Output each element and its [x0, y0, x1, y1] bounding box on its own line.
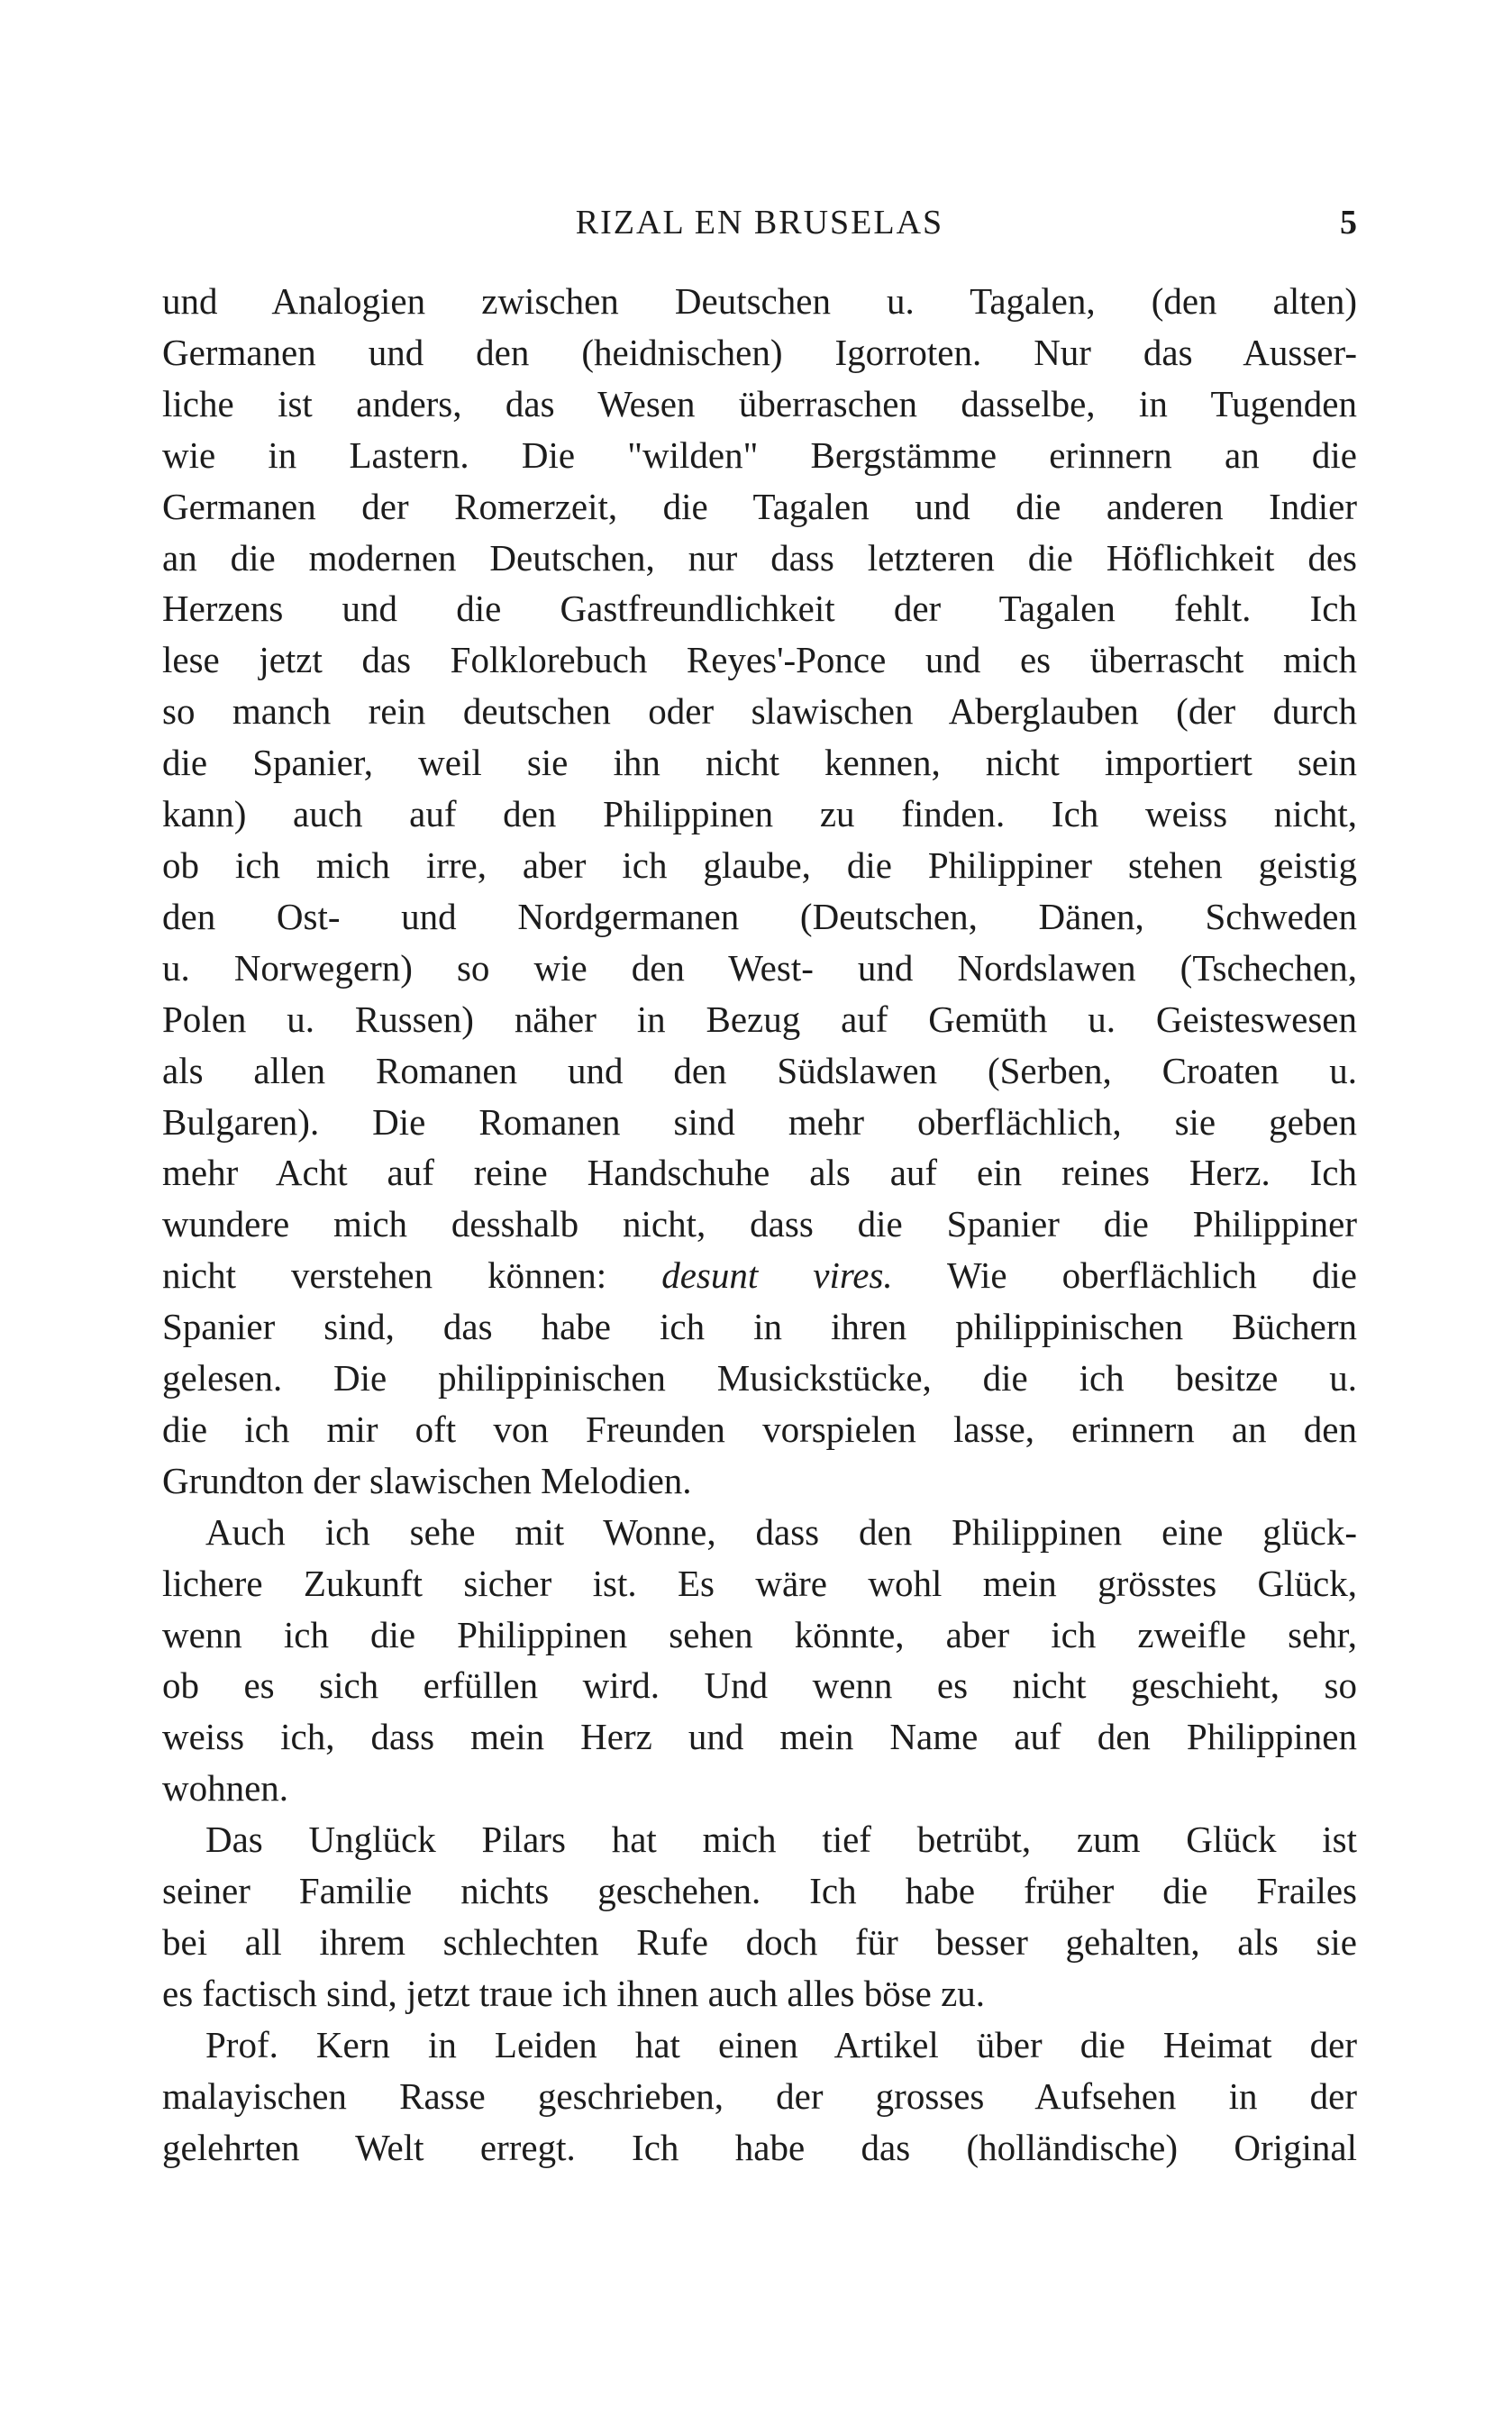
text-line: Bulgaren). Die Romanen sind mehr oberflächlich, sie geben — [162, 1100, 1357, 1143]
text-line: Das Unglück Pilars hat mich tief betrübt, zum Glück ist — [205, 1819, 1357, 1861]
text-line: wenn ich die Philippinen sehen könnte, aber ich zweifle sehr, — [162, 1613, 1357, 1655]
paragraph-4 — [162, 2019, 1357, 2174]
paragraph-1 — [162, 276, 1357, 1507]
page-header — [162, 200, 1357, 245]
text-line-with-italic — [162, 1250, 1357, 1301]
text-line: wundere mich desshalb nicht, dass die Spanier die Philippiner — [162, 1203, 1357, 1245]
text-line: Grundton der slawischen Melodien. — [162, 1459, 692, 1501]
text-line: gelehrten Welt erregt. Ich habe das (holländische) Original — [162, 2126, 1357, 2168]
text-line: u. Norwegern) so wie den West- und Nordslawen (Tschechen, — [162, 946, 1357, 989]
text-line: als allen Romanen und den Südslawen (Serben, Croaten u. — [162, 1049, 1357, 1091]
text-line: wohnen. — [162, 1767, 289, 1810]
text-line: bei all ihrem schlechten Rufe doch für besser gehalten, als sie — [162, 1921, 1357, 1963]
text-line: weiss ich, dass mein Herz und mein Name auf den Philippinen — [162, 1716, 1357, 1758]
text-line: ob ich mich irre, aber ich glaube, die Philippiner stehen geistig — [162, 843, 1357, 886]
text-line: und Analogien zwischen Deutschen u. Tagalen, (den alten) — [162, 280, 1357, 322]
text-line: Polen u. Russen) näher in Bezug auf Gemüth u. Geisteswesen — [162, 998, 1357, 1040]
paragraph-3 — [162, 1814, 1357, 2019]
text-line: die Spanier, weil sie ihn nicht kennen, nicht importiert sein — [162, 742, 1357, 784]
text-line: Germanen der Romerzeit, die Tagalen und die anderen Indier — [162, 485, 1357, 527]
line-end: Wie oberflächlich die — [892, 1254, 1357, 1297]
text-line: die ich mir oft von Freunden vorspielen lasse, erinnern an den — [162, 1408, 1357, 1450]
text-line: Germanen und den (heidnischen) Igorroten. Nur das Ausser- — [162, 331, 1357, 373]
text-line: wie in Lastern. Die "wilden" Bergstämme erinnern an die — [162, 433, 1357, 476]
italic-phrase: desunt vires. — [661, 1254, 893, 1297]
text-line: gelesen. Die philippinischen Musickstücke, die ich besitze u. — [162, 1357, 1357, 1399]
text-line: liche ist anders, das Wesen überraschen dasselbe, in Tugenden — [162, 382, 1357, 424]
page-number: 5 — [1340, 204, 1357, 242]
text-line: Prof. Kern in Leiden hat einen Artikel über die Heimat der — [205, 2023, 1357, 2065]
text-line: es factisch sind, jetzt traue ich ihnen auch alles böse zu. — [162, 1972, 986, 2014]
text-line: lese jetzt das Folklorebuch Reyes'-Ponce und es überrascht mich — [162, 639, 1357, 681]
line-start: nicht verstehen können: — [162, 1254, 662, 1297]
text-line: so manch rein deutschen oder slawischen Aberglauben (der durch — [162, 690, 1357, 733]
paragraph-2 — [162, 1507, 1357, 1814]
text-line: an die modernen Deutschen, nur dass letzteren die Höflichkeit des — [162, 536, 1357, 579]
running-head: RIZAL EN BRUSELAS — [575, 204, 944, 242]
text-line: lichere Zukunft sicher ist. Es wäre wohl mein grösstes Glück, — [162, 1562, 1357, 1604]
page-body — [162, 276, 1357, 2174]
text-line: Auch ich sehe mit Wonne, dass den Philippinen eine glück- — [205, 1510, 1357, 1553]
text-line: seiner Familie nichts geschehen. Ich habe früher die Frailes — [162, 1870, 1357, 1912]
text-line: malayischen Rasse geschrieben, der grosses Aufsehen in der — [162, 2074, 1357, 2117]
text-line: Spanier sind, das habe ich in ihren philippinischen Büchern — [162, 1306, 1357, 1348]
text-line: Herzens und die Gastfreundlichkeit der Tagalen fehlt. Ich — [162, 588, 1357, 630]
text-line: den Ost- und Nordgermanen (Deutschen, Dänen, Schweden — [162, 895, 1357, 937]
text-line: mehr Acht auf reine Handschuhe als auf ein reines Herz. Ich — [162, 1152, 1357, 1194]
text-line: ob es sich erfüllen wird. Und wenn es nicht geschieht, so — [162, 1664, 1357, 1707]
text-line: kann) auch auf den Philippinen zu finden. Ich weiss nicht, — [162, 793, 1357, 835]
